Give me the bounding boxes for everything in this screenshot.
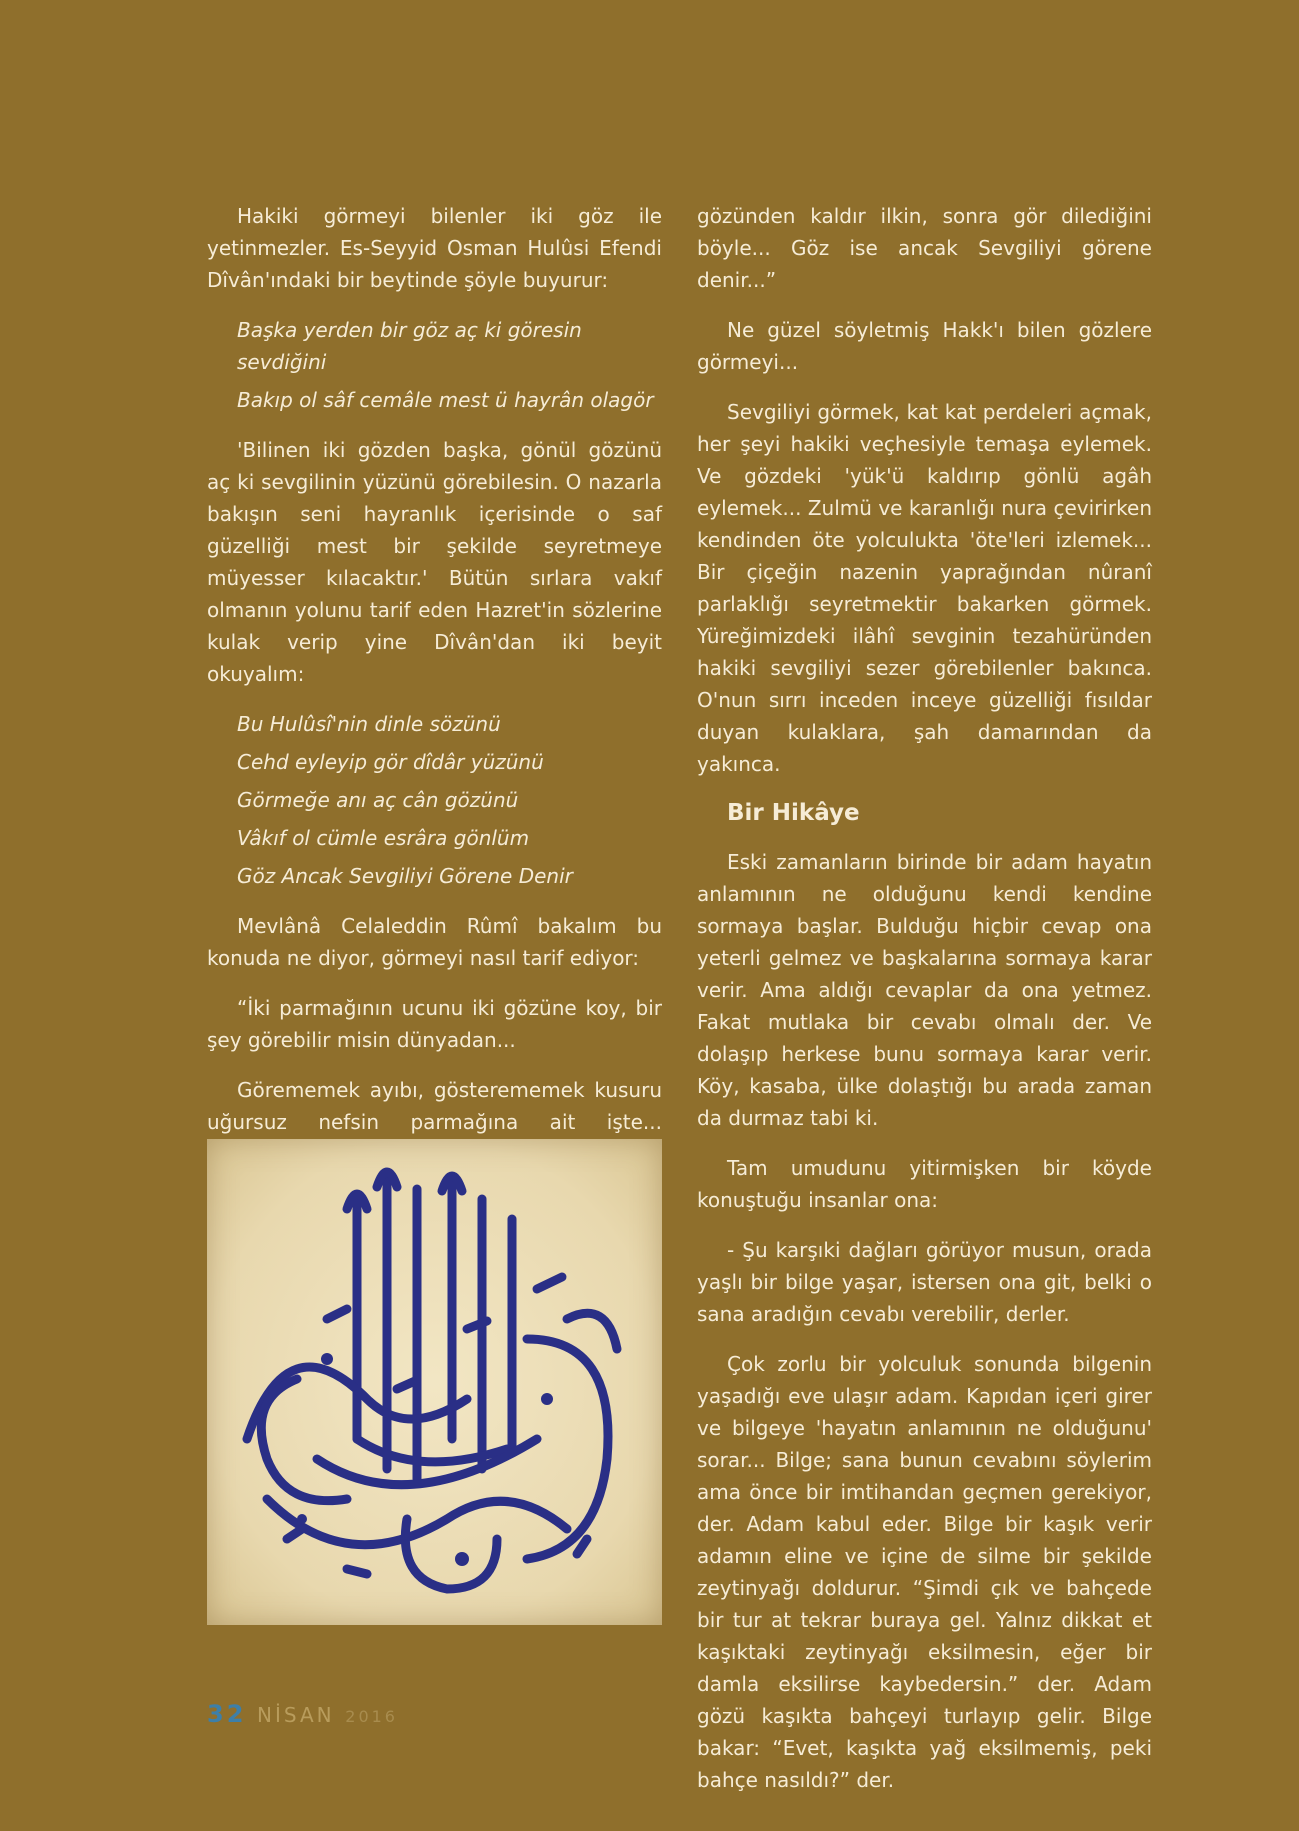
calligraphy-icon	[207, 1139, 662, 1625]
paragraph: gözünden kaldır ilkin, sonra gör dilediğini böyle... Göz ise ancak Sevgiliyi görene denir...”	[697, 204, 1152, 292]
verse-line: Bakıp ol sâf cemâle mest ü hayrân olagör	[237, 388, 654, 412]
arabic-calligraphy-image	[207, 1139, 662, 1625]
verse-line: Cehd eyleyip gör dîdâr yüzünü	[237, 750, 544, 774]
paragraph: Çok zorlu bir yolculuk sonunda bilgenin yaşadığı eve ulaşır adam. Kapıdan içeri girer ve bilgeye 'hayatın anlamının ne olduğunu' sorar... Bilge; sana bunun cevabını söylerim ama önce bir imtihandan geçmen gerekiyor, der. Adam kabul eder. Bilge bir kaşık verir adamın eline ve içine de silme bir şekilde zeytinyağı doldurur. “Şimdi çık ve bahçede bir tur at tekrar buraya gel. Yalnız dikkat et kaşıktaki zeytinyağı eksilmesin, eğer bir damla eksilirse kaybedersin.” der. Adam gözü kaşıkta bahçeyi turlayıp gelir. Bilge bakar: “Evet, kaşıkta yağ eksilmemiş, peki bahçe nasıldı?” der.	[697, 1352, 1152, 1792]
verse-line: Bu Hulûsî'nin dinle sözünü	[237, 712, 501, 736]
page-number: 32	[207, 1700, 247, 1728]
verse-group	[207, 708, 662, 892]
right-column	[697, 200, 1152, 1814]
verse-line: Başka yerden bir göz aç ki göresin sevdiğini	[237, 318, 582, 374]
paragraph: “İki parmağının ucunu iki gözüne koy, bir şey görebilir misin dünyadan...	[207, 996, 662, 1052]
paragraph: Tam umudunu yitirmişken bir köyde konuştuğu insanlar ona:	[697, 1156, 1152, 1212]
verse-line: Göz Ancak Sevgiliyi Görene Denir	[237, 864, 573, 888]
paragraph: Görememek ayıbı, gösterememek kusuru uğursuz nefsin parmağına ait işte...	[207, 1078, 662, 1134]
paragraph: 'Bilinen iki gözden başka, gönül gözünü aç ki sevgilinin yüzünü görebilesin. O nazarla bakışın seni hayranlık içerisinde o saf güzelliği mest bir şekilde seyretmeye müyesser kılacaktır.' Bütün sırlara vakıf olmanın yolunu tarif eden Hazret'in sözlerine kulak verip yine Dîvân'dan iki beyit okuyalım:	[207, 438, 662, 686]
page-footer	[207, 1700, 398, 1728]
issue-year: 2016	[345, 1707, 398, 1726]
verse-line: Vâkıf ol cümle esrâra gönlüm	[237, 826, 530, 850]
paragraph: Sevgiliyi görmek, kat kat perdeleri açmak, her şeyi hakiki veçhesiyle temaşa eylemek. Ve gözdeki 'yük'ü kaldırıp gönlü agâh eylemek... Zulmü ve karanlığı nura çevirirken kendinden öte yolculukta 'öte'leri izlemek... Bir çiçeğin nazenin yaprağından nûranî parlaklığı seyretmektir bakarken görmek. Yüreğimizdeki ilâhî sevginin tezahüründen hakiki sevgiliyi sezer görebilenler bakınca. O'nun sırrı inceden inceye güzelliği fısıldar duyan kulaklara, şah damarından da yakınca.	[697, 400, 1152, 776]
verse-group	[207, 314, 662, 416]
paragraph: Ne güzel söyletmiş Hakk'ı bilen gözlere görmeyi...	[697, 318, 1152, 374]
paragraph: - Şu karşıki dağları görüyor musun, orada yaşlı bir bilge yaşar, istersen ona git, belki o sana aradığın cevabı verebilir, derler.	[697, 1238, 1152, 1326]
left-column	[207, 200, 662, 1188]
paragraph: Mevlânâ Celaleddin Rûmî bakalım bu konuda ne diyor, görmeyi nasıl tarif ediyor:	[207, 914, 662, 970]
verse-line: Görmeğe anı aç cân gözünü	[237, 788, 519, 812]
magazine-name: NİSAN	[257, 1703, 335, 1727]
paragraph: Hakiki görmeyi bilenler iki göz ile yetinmezler. Es-Seyyid Osman Hulûsi Efendi Dîvân'ındaki bir beytinde şöyle buyurur:	[207, 204, 662, 292]
section-heading: Bir Hikâye	[727, 800, 860, 826]
paragraph: Eski zamanların birinde bir adam hayatın anlamının ne olduğunu kendi kendine sormaya başlar. Bulduğu hiçbir cevap ona yeterli gelmez ve başkalarına sormaya karar verir. Ama aldığı cevaplar da ona yetmez. Fakat mutlaka bir cevabı olmalı der. Ve dolaşıp herkese bunu sormaya karar verir. Köy, kasaba, ülke dolaştığı bu arada zaman da durmaz tabi ki.	[697, 850, 1152, 1130]
